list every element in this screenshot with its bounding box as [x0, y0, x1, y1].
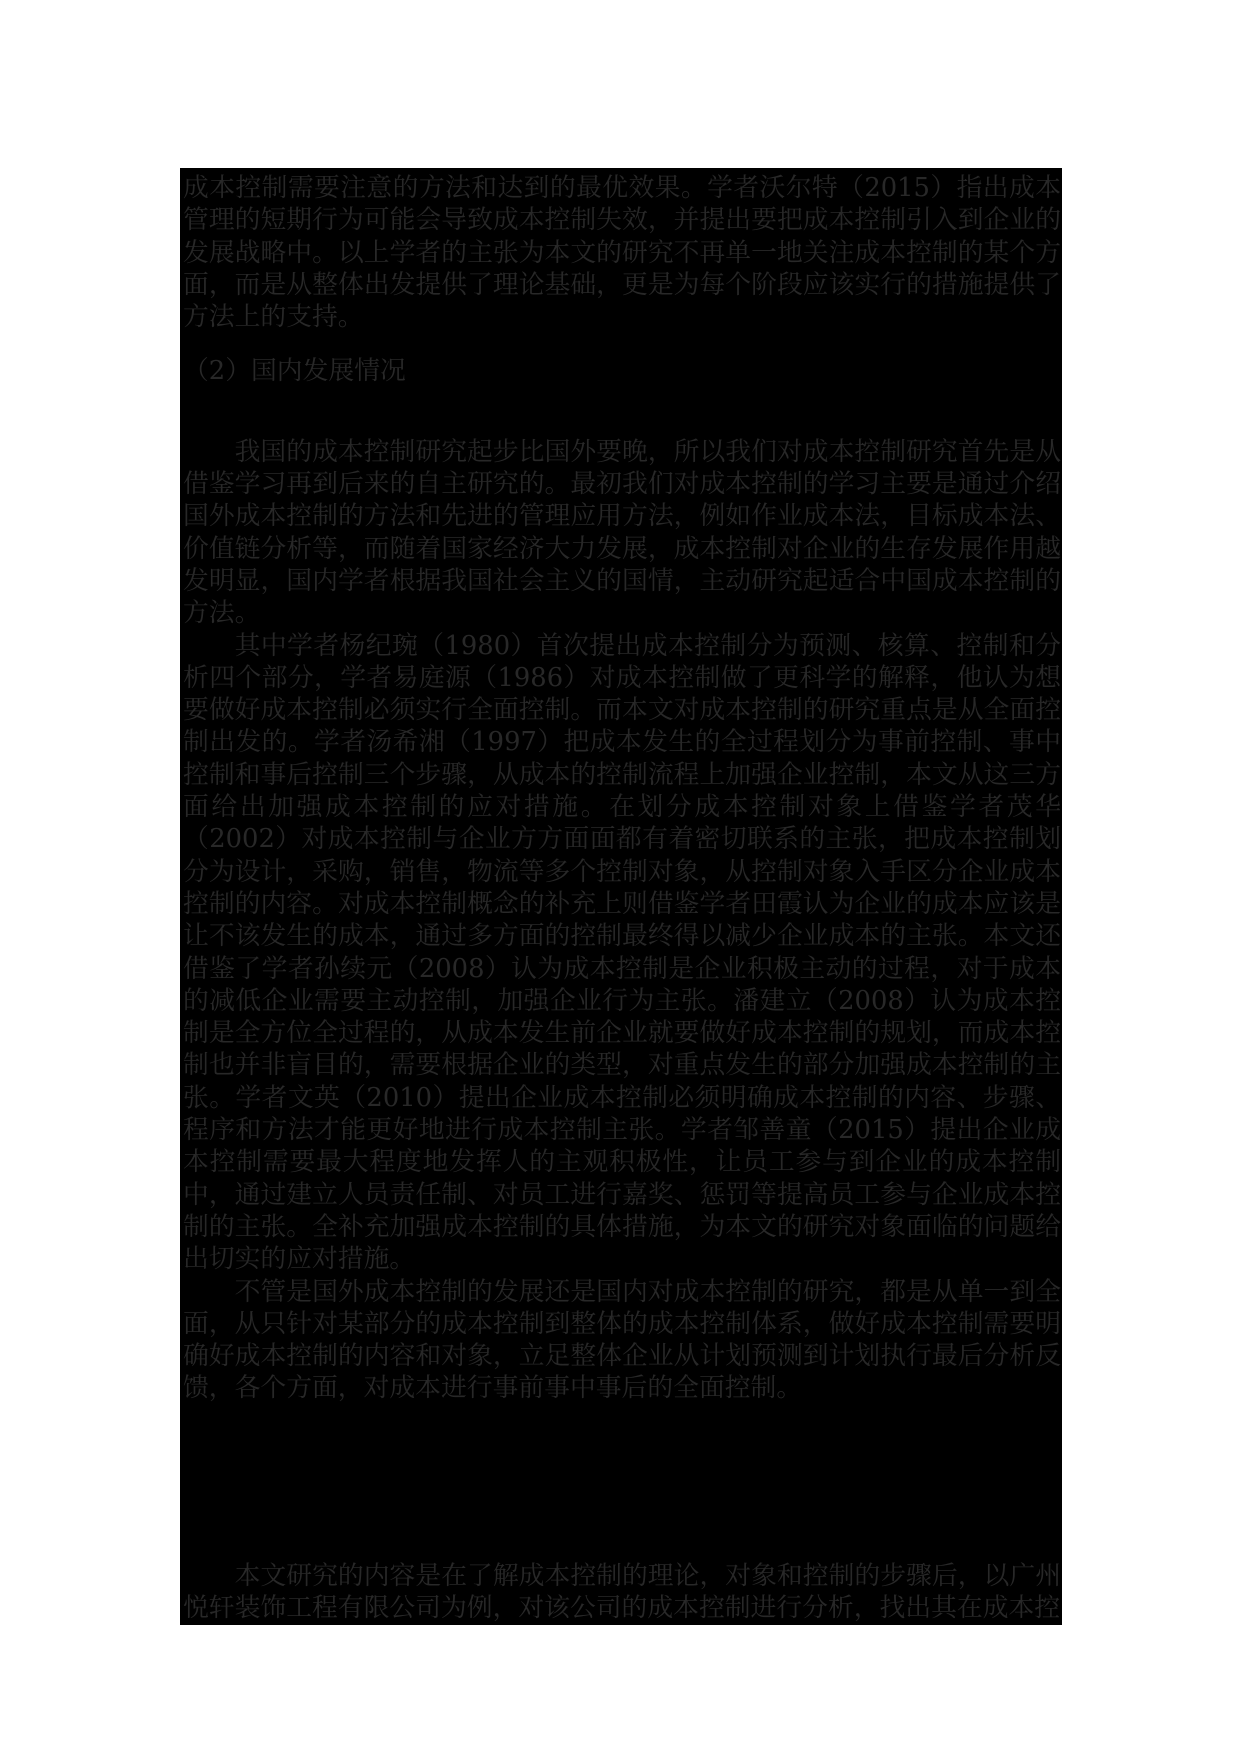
paragraph-continuation-foreign-research: 成本控制需要注意的方法和达到的最优效果。学者沃尔特（2015）指出成本管理的短期行为可能会导致成本控制失效，并提出要把成本控制引入到企业的发展战略中。以上学者的主张为本文的研究不再单一地关注成本控制的某个方面，而是从整体出发提供了理论基础，更是为每个阶段应该实行的措施提供了方法上的支持。 [183, 173, 1061, 333]
paragraph-domestic-research-origin: 我国的成本控制研究起步比国外要晚，所以我们对成本控制研究首先是从借鉴学习再到后来的自主研究的。最初我们对成本控制的学习主要是通过介绍国外成本控制的方法和先进的管理应用方法，例如作业成本法，目标成本法、价值链分析等，而随着国家经济大力发展，成本控制对企业的生存发展作用越发明显，国内学者根据我国社会主义的国情，主动研究起适合中国成本控制的方法。 [183, 436, 1061, 629]
document-text-flow [180, 168, 1061, 1624]
paragraph-research-content-intro: 本文研究的内容是在了解成本控制的理论，对象和控制的步骤后，以广州悦轩装饰工程有限公司为例，对该公司的成本控制进行分析，找出其在成本控 [183, 1560, 1061, 1623]
document-content-canvas [180, 168, 1062, 1625]
section-heading-domestic-development: （2）国内发展情况 [183, 356, 406, 387]
paragraph-domestic-scholars-review: 其中学者杨纪琬（1980）首次提出成本控制分为预测、核算、控制和分析四个部分，学者易庭源（1986）对成本控制做了更科学的解释，他认为想要做好成本控制必须实行全面控制。而本文对成本控制的研究重点是从全面控制出发的。学者汤希湘（1997）把成本发生的全过程划分为事前控制、事中控制和事后控制三个步骤，从成本的控制流程上加强企业控制，本文从这三方面给出加强成本控制的应对措施。在划分成本控制对象上借鉴学者茂华（2002）对成本控制与企业方方面面都有着密切联系的主张，把成本控制划分为设计，采购，销售，物流等多个控制对象，从控制对象入手区分企业成本控制的内容。对成本控制概念的补充上则借鉴学者田霞认为企业的成本应该是让不该发生的成本，通过多方面的控制最终得以减少企业成本的主张。本文还借鉴了学者孙续元（2008）认为成本控制是企业积极主动的过程，对于成本的减低企业需要主动控制，加强企业行为主张。潘建立（2008）认为成本控制是全方位全过程的，从成本发生前企业就要做好成本控制的规划，而成本控制也并非盲目的，需要根据企业的类型，对重点发生的部分加强成本控制的主张。学者文英（2010）提出企业成本控制必须明确成本控制的内容、步骤、程序和方法才能更好地进行成本控制主张。学者邹善童（2015）提出企业成本控制需要最大程度地发挥人的主观积极性，让员工参与到企业的成本控制中，通过建立人员责任制、对员工进行嘉奖、惩罚等提高员工参与企业成本控制的主张。全补充加强成本控制的具体措施，为本文的研究对象面临的问题给出切实的应对措施。 [183, 630, 1061, 1275]
paragraph-summary-comprehensive-control: 不管是国外成本控制的发展还是国内对成本控制的研究，都是从单一到全面，从只针对某部分的成本控制到整体的成本控制体系，做好成本控制需要明确好成本控制的内容和对象，立足整体企业从计划预测到计划执行最后分析反馈，各个方面，对成本进行事前事中事后的全面控制。 [183, 1276, 1061, 1404]
